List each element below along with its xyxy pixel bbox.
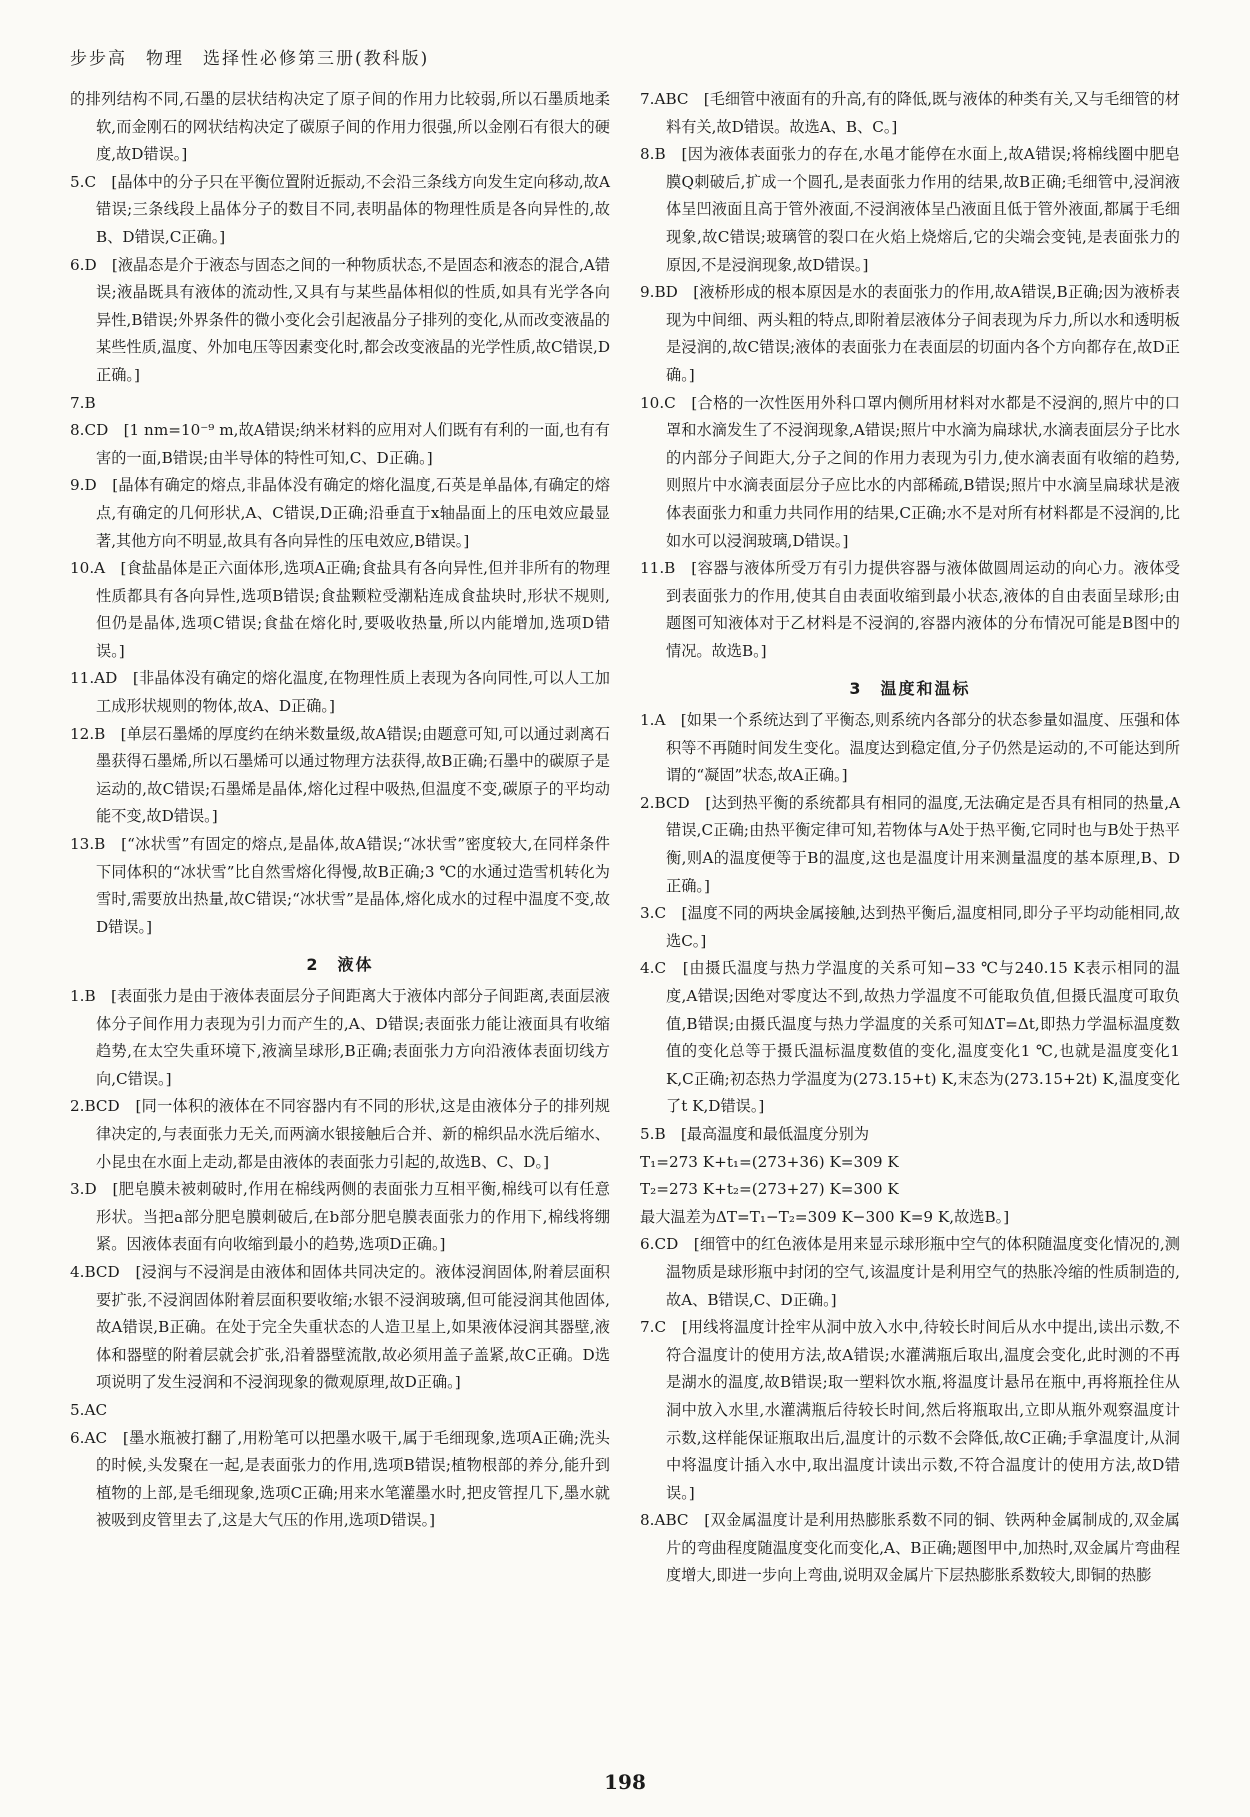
answer-item: 的排列结构不同,石墨的层状结构决定了原子间的作用力比较弱,所以石墨质地柔软,而金刚石的网状结构决定了碳原子间的作用力很强,所以金刚石有很大的硬度,故D错误。] — [70, 90, 610, 164]
answer-item: 8.B [因为液体表面张力的存在,水黾才能停在水面上,故A错误;将棉线圈中肥皂膜Q刺破后,扩成一个圆孔,是表面张力作用的结果,故B正确;毛细管中,浸润液体呈凹液面且高于管外液面,不浸润液体呈凸液面且低于管外液面,都属于毛细现象,故C错误;玻璃管的裂口在火焰上烧熔后,它的尖端会变钝,是表面张力的原因,不是浸润现象,故D错误。] — [640, 145, 1180, 274]
answer-item: 6.AC [墨水瓶被打翻了,用粉笔可以把墨水吸干,属于毛细现象,选项A正确;洗头的时候,头发聚在一起,是表面张力的作用,选项B错误;植物根部的养分,能升到植物的上部,是毛细现象,选项C正确;用来水笔灌墨水时,把皮管捏几下,墨水就被吸到皮管里去了,这是大气压的作用,选项D错误。] — [70, 1428, 610, 1530]
answer-item: 5.C [晶体中的分子只在平衡位置附近振动,不会沿三条线方向发生定向移动,故A错误;三条线段上晶体分子的数目不同,表明晶体的物理性质是各向异性的,故B、D错误,C正确。] — [70, 172, 610, 246]
answer-item: 8.ABC [双金属温度计是利用热膨胀系数不同的铜、铁两种金属制成的,双金属片的弯曲程度随温度变化而变化,A、B正确;题图甲中,加热时,双金属片弯曲程度增大,即进一步向上弯曲,说明双金属片下层热膨胀系数较大,即铜的热膨 — [640, 1511, 1180, 1585]
answer-item: 2.BCD [同一体积的液体在不同容器内有不同的形状,这是由液体分子的排列规律决定的,与表面张力无关,而两滴水银接触后合并、新的棉织品水洗后缩水、小昆虫在水面上走动,都是由液体的表面张力引起的,故选B、C、D。] — [70, 1097, 610, 1171]
answer-item: 7.C [用线将温度计拴牢从洞中放入水中,待较长时间后从水中提出,读出示数,不符合温度计的使用方法,故A错误;水灌满瓶后取出,温度会变化,此时测的不再是湖水的温度,故B错误;取一塑料饮水瓶,将温度计悬吊在瓶中,再将瓶拴住从洞中放入水里,水灌满瓶后待较长时间,然后将瓶取出,立即从瓶外观察温度计示数,这样能保证瓶取出后,温度计的示数不会降低,故C正确;手拿温度计,从洞中将温度计插入水中,取出温度计读出示数,不符合温度计的使用方法,故D错误。] — [640, 1318, 1180, 1502]
answer-item: 1.B [表面张力是由于液体表面层分子间距离大于液体内部分子间距离,表面层液体分子间作用力表现为引力而产生的,A、D错误;表面张力能让液面具有收缩趋势,在太空失重环境下,液滴呈球形,B正确;表面张力方向沿液体表面切线方向,C错误。] — [70, 987, 610, 1088]
answer-item: 5.B [最高温度和最低温度分别为 — [640, 1124, 870, 1143]
answer-item: T₂=273 K+t₂=(273+27) K=300 K — [640, 1180, 899, 1199]
answer-item: 1.A [如果一个系统达到了平衡态,则系统内各部分的状态参量如温度、压强和体积等不再随时间发生变化。温度达到稳定值,分子仍然是运动的,不可能达到所谓的“凝固”状态,故A正确。] — [640, 711, 1180, 785]
right-column — [640, 86, 1180, 1590]
answer-item: 6.CD [细管中的红色液体是用来显示球形瓶中空气的体积随温度变化情况的,测温物质是球形瓶中封闭的空气,该温度计是利用空气的热胀冷缩的性质制造的,故A、B错误,C、D正确。] — [640, 1235, 1180, 1309]
answer-item: 10.A [食盐晶体是正六面体形,选项A正确;食盐具有各向异性,但并非所有的物理性质都具有各向异性,选项B错误;食盐颗粒受潮粘连成食盐块时,形状不规则,但仍是晶体,选项C错误;食盐在熔化时,要吸收热量,所以内能增加,选项D错误。] — [70, 559, 610, 660]
section-title-liquid: 2 液体 — [306, 955, 374, 975]
answer-item: 11.AD [非晶体没有确定的熔化温度,在物理性质上表现为各向同性,可以人工加工成形状规则的物体,故A、D正确。] — [70, 669, 610, 716]
answer-item: 最大温差为ΔT=T₁−T₂=309 K−300 K=9 K,故选B。] — [640, 1207, 1010, 1226]
answer-item: 9.BD [液桥形成的根本原因是水的表面张力的作用,故A错误,B正确;因为液桥表现为中间细、两头粗的特点,即附着层液体分子间表现为斥力,所以水和透明板是浸润的,故C错误;液体的表面张力在表面层的切面内各个方向都存在,故D正确。] — [640, 283, 1180, 384]
answer-item: 3.D [肥皂膜未被刺破时,作用在棉线两侧的表面张力互相平衡,棉线可以有任意形状。当把a部分肥皂膜刺破后,在b部分肥皂膜表面张力的作用下,棉线将绷紧。因液体表面有向收缩到最小的趋势,选项D正确。] — [70, 1180, 610, 1254]
answer-item: 5.AC — [70, 1400, 108, 1419]
answer-item: 4.C [由摄氏温度与热力学温度的关系可知−33 ℃与240.15 K表示相同的温度,A错误;因绝对零度达不到,故热力学温度不可能取负值,但摄氏温度可取负值,B错误;由摄氏温度与热力学温度的关系可知ΔT=Δt,即热力学温标温度数值的变化总等于摄氏温标温度数值的变化,温度变化1 ℃,也就是温度变化1 K,C正确;初态热力学温度为(273.15+t) K,末态为(273.15+2t) K,温度变化了t K,D错误。] — [640, 959, 1180, 1116]
answer-item: 8.CD [1 nm=10⁻⁹ m,故A错误;纳米材料的应用对人们既有有利的一面,也有有害的一面,B错误;由半导体的特性可知,C、D正确。] — [70, 421, 610, 467]
answer-item: 2.BCD [达到热平衡的系统都具有相同的温度,无法确定是否具有相同的热量,A错误,C正确;由热平衡定律可知,若物体与A处于热平衡,它同时也与B处于热平衡,则A的温度便等于B的温度,这也是温度计用来测量温度的基本原理,B、D正确。] — [640, 793, 1180, 895]
page-header: 步步高 物理 选择性必修第三册(教科版) — [70, 49, 430, 69]
answer-item: 9.D [晶体有确定的熔点,非晶体没有确定的熔化温度,石英是单晶体,有确定的熔点,有确定的几何形状,A、C错误,D正确;沿垂直于x轴晶面上的压电效应最显著,其他方向不明显,故具有各向异性的压电效应,B错误。] — [70, 476, 610, 550]
answer-item: 6.D [液晶态是介于液态与固态之间的一种物质状态,不是固态和液态的混合,A错误;液晶既具有液体的流动性,又具有与某些晶体相似的性质,如具有光学各向异性,B错误;外界条件的微小变化会引起液晶分子排列的变化,从而改变液晶的某些性质,温度、外加电压等因素变化时,都会改变液晶的光学性质,故C错误,D正确。] — [70, 255, 610, 384]
answer-item: 7.ABC [毛细管中液面有的升高,有的降低,既与液体的种类有关,又与毛细管的材料有关,故D错误。故选A、B、C。] — [640, 90, 1180, 136]
answer-item: 3.C [温度不同的两块金属接触,达到热平衡后,温度相同,即分子平均动能相同,故选C。] — [640, 904, 1180, 950]
section-title-temperature: 3 温度和温标 — [849, 679, 971, 699]
answer-item: 11.B [容器与液体所受万有引力提供容器与液体做圆周运动的向心力。液体受到表面张力的作用,使其自由表面收缩到最小状态,液体的自由表面呈球形;由题图可知液体对于乙材料是不浸润的,容器内液体的分布情况可能是B图中的情况。故选B。] — [640, 559, 1180, 660]
answer-item: 4.BCD [浸润与不浸润是由液体和固体共同决定的。液体浸润固体,附着层面积要扩张,不浸润固体附着层面积要收缩;水银不浸润玻璃,但可能浸润其他固体,故A错误,B正确。在处于完全失重状态的人造卫星上,如果液体浸润其器壁,液体和器壁的附着层就会扩张,沿着器壁流散,故必须用盖子盖紧,故C正确。D选项说明了发生浸润和不浸润现象的微观原理,故D正确。] — [70, 1262, 610, 1392]
answer-item: T₁=273 K+t₁=(273+36) K=309 K — [640, 1152, 899, 1171]
answer-item: 13.B [“冰状雪”有固定的熔点,是晶体,故A错误;“冰状雪”密度较大,在同样条件下同体积的“冰状雪”比自然雪熔化得慢,故B正确;3 ℃的水通过造雪机转化为雪时,需要放出热量,故C错误;“冰状雪”是晶体,熔化成水的过程中温度不变,故D错误。] — [70, 835, 610, 936]
answer-item: 12.B [单层石墨烯的厚度约在纳米数量级,故A错误;由题意可知,可以通过剥离石墨获得石墨烯,所以石墨烯可以通过物理方法获得,故B正确;石墨中的碳原子是运动的,故C错误;石墨烯是晶体,熔化过程中吸热,但温度不变,碳原子的平均动能不变,故D错误。] — [70, 724, 610, 826]
left-column — [70, 86, 610, 1535]
answer-item: 10.C [合格的一次性医用外科口罩内侧所用材料对水都是不浸润的,照片中的口罩和水滴发生了不浸润现象,A错误;照片中水滴为扁球状,水滴表面层分子比水的内部分子间距大,分子之间的作用力表现为引力,使水滴表面有收缩的趋势,则照片中水滴表面层分子应比水的内部稀疏,B错误;照片中水滴呈扁球状是液体表面张力和重力共同作用的结果,C正确;水不是对所有材料都是不浸润的,比如水可以浸润玻璃,D错误。] — [640, 393, 1180, 550]
page-number: 198 — [604, 1770, 646, 1794]
answer-item: 7.B — [70, 393, 96, 412]
